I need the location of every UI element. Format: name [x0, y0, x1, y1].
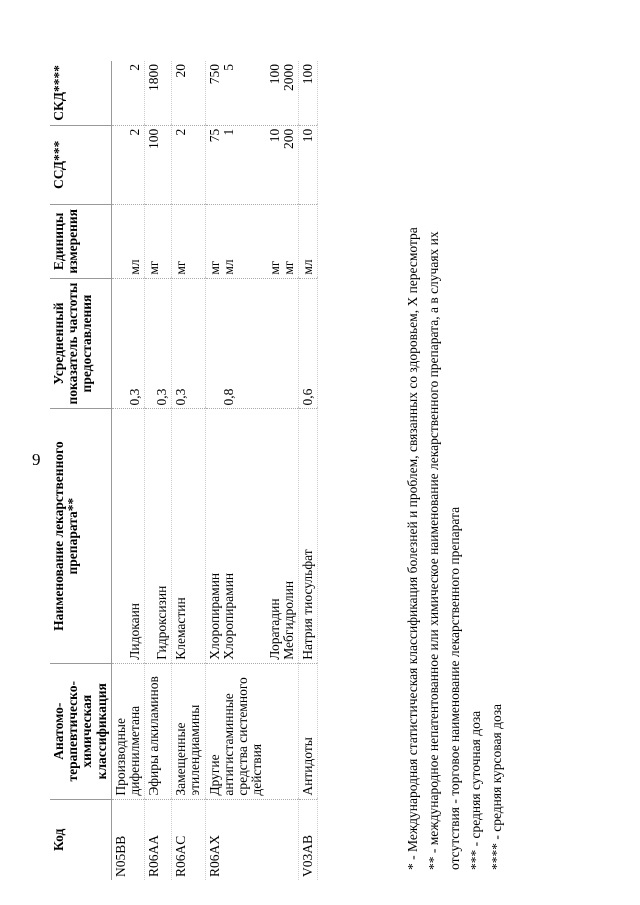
- footnote: ** - международное непатентованное или химическое наименование лекарственного препарата, а в случаях их: [426, 231, 441, 870]
- drug-table: [50, 61, 318, 880]
- unit-value: мл: [126, 259, 142, 275]
- cell-frequency: [205, 278, 299, 409]
- cell-code: N05BB: [111, 799, 144, 880]
- unit-value: мл: [220, 259, 236, 275]
- unit-value: мг: [173, 260, 189, 275]
- cell-unit: [299, 205, 318, 279]
- cell-frequency: [172, 278, 205, 409]
- cell-atc: Эфиры алкиламинов: [145, 663, 172, 799]
- cell-ssd: [205, 125, 299, 204]
- table-row: [145, 61, 172, 880]
- drug-name: Лидокаин: [126, 602, 142, 660]
- cell-skd: [145, 61, 172, 125]
- table-header-row: [50, 61, 111, 880]
- cell-atc: Другие антигистаминные средства системного действия: [205, 663, 299, 799]
- header-ssd: ССД***: [50, 125, 111, 204]
- header-skd: СКД****: [50, 61, 111, 125]
- skd-value: 750: [206, 64, 222, 85]
- ssd-value: 2: [173, 128, 189, 136]
- cell-skd: [111, 61, 144, 125]
- frequency-value: 0,3: [154, 388, 170, 406]
- header-atc: Анатомо-терапевтическо-химическая классификация: [50, 663, 111, 799]
- cell-drug: [172, 409, 205, 663]
- cell-code: V03AB: [299, 799, 318, 880]
- spacer: [236, 64, 268, 122]
- unit-value: мл: [300, 259, 316, 275]
- frequency-value: 0,3: [126, 388, 142, 406]
- ssd-value: 10: [266, 128, 282, 143]
- frequency-value: 0,8: [220, 388, 236, 406]
- header-unit: Единицы измерения: [50, 205, 111, 279]
- footnote: **** - средняя курсовая доза: [489, 703, 504, 870]
- ssd-value: 1: [220, 128, 236, 136]
- unit-value: мг: [146, 260, 162, 275]
- cell-drug: [299, 409, 318, 663]
- cell-unit: [111, 205, 144, 279]
- cell-ssd: [172, 125, 205, 204]
- cell-skd: [299, 61, 318, 125]
- footnote: отсутствия - торговое наименование лекарственного препарата: [447, 506, 462, 870]
- ssd-value: 2: [126, 128, 142, 136]
- drug-name: Гидроксизин: [154, 585, 170, 660]
- cell-code: R06AA: [145, 799, 172, 880]
- ssd-value: 10: [300, 128, 316, 143]
- drug-name: Клемастин: [173, 597, 189, 660]
- table-row: [205, 61, 299, 880]
- ssd-value: 75: [206, 128, 222, 143]
- skd-value: 5: [220, 64, 236, 71]
- cell-atc: Замещенные этилендиамины: [172, 663, 205, 799]
- drug-name: Мебгидролин: [281, 580, 297, 660]
- spacer: [236, 208, 268, 275]
- cell-atc: Антидоты: [299, 663, 318, 799]
- table-row: [172, 61, 205, 880]
- ssd-value: 200: [281, 128, 297, 149]
- unit-value: мг: [281, 260, 297, 275]
- skd-value: 2000: [281, 64, 297, 91]
- cell-code: R06AX: [205, 799, 299, 880]
- table-row: [299, 61, 318, 880]
- spacer: [236, 129, 268, 201]
- spacer: [236, 412, 268, 659]
- footnote: * - Международная статистическая классификация болезней и проблем, связанных со здоровьем, X пересмотра: [405, 227, 420, 870]
- cell-atc: Производные дифенилметана: [111, 663, 144, 799]
- skd-value: 1800: [146, 64, 162, 91]
- cell-ssd: [299, 125, 318, 204]
- header-drug: Наименование лекарственного препарата**: [50, 409, 111, 663]
- cell-drug: [111, 409, 144, 663]
- cell-unit: [205, 205, 299, 279]
- cell-code: R06AC: [172, 799, 205, 880]
- header-frequency: Усредненный показатель частоты предоставления: [50, 278, 111, 409]
- drug-name: Хлоропирамин: [206, 572, 222, 660]
- skd-value: 2: [126, 64, 142, 71]
- unit-value: мг: [206, 260, 222, 275]
- cell-ssd: [145, 125, 172, 204]
- skd-value: 20: [173, 64, 189, 78]
- drug-name: Хлоропирамин: [220, 572, 236, 660]
- page-number: 9: [32, 450, 41, 469]
- drug-name: Лоратадин: [266, 598, 282, 660]
- frequency-value: 0,3: [173, 388, 189, 406]
- cell-skd: [172, 61, 205, 125]
- rotated-page-content: [50, 45, 530, 880]
- frequency-value: 0,6: [300, 388, 316, 406]
- cell-unit: [145, 205, 172, 279]
- ssd-value: 100: [146, 128, 162, 149]
- cell-drug: [205, 409, 299, 663]
- cell-frequency: [145, 278, 172, 409]
- table-row: [111, 61, 144, 880]
- cell-frequency: [299, 278, 318, 409]
- skd-value: 100: [266, 64, 282, 85]
- cell-unit: [172, 205, 205, 279]
- drug-name: Натрия тиосульфат: [300, 549, 316, 660]
- cell-drug: [145, 409, 172, 663]
- unit-value: мг: [266, 260, 282, 275]
- footnotes: [402, 50, 507, 870]
- cell-ssd: [111, 125, 144, 204]
- footnote: *** - средняя суточная доза: [468, 710, 483, 870]
- cell-frequency: [111, 278, 144, 409]
- skd-value: 100: [300, 64, 316, 85]
- header-code: Код: [50, 799, 111, 880]
- cell-skd: [205, 61, 299, 125]
